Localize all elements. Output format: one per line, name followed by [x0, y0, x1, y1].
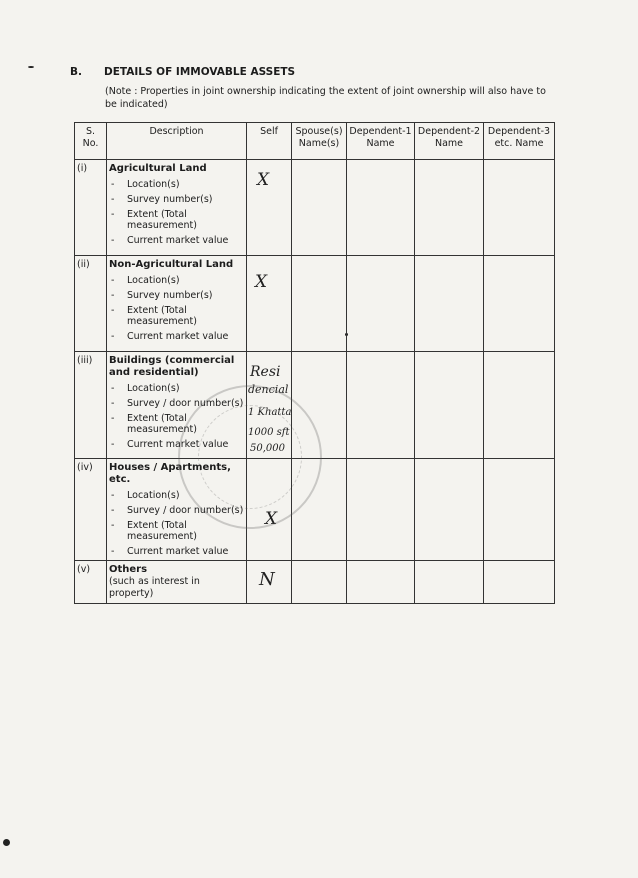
row-detail: (such as interest in property) [109, 576, 200, 599]
header-dependent-3: Dependent-3 etc. Name [484, 123, 555, 160]
list-item: - Survey / door number(s) [111, 505, 244, 516]
handwritten-entry: X [257, 170, 270, 190]
row-description [107, 459, 247, 561]
header-sno: S. No. [75, 123, 107, 160]
list-item: - Current market value [111, 439, 229, 450]
list-item: - Extent (Total measurement) [111, 209, 197, 231]
handwritten-entry: N [259, 569, 275, 590]
list-item: - Extent (Total measurement) [111, 520, 197, 542]
table-row [75, 160, 555, 256]
row-sno: (iii) [75, 352, 107, 459]
empty-cell [292, 352, 347, 459]
empty-cell [484, 459, 555, 561]
table-row [75, 256, 555, 352]
self-cell [247, 256, 292, 352]
handwritten-entry: Resi [250, 364, 281, 380]
empty-cell [415, 256, 484, 352]
row-category: Non-Agricultural Land [109, 259, 234, 270]
header-spouse: Spouse(s) Name(s) [292, 123, 347, 160]
empty-cell [415, 459, 484, 561]
row-sno: (i) [75, 160, 107, 256]
empty-cell [347, 256, 415, 352]
list-item: - Current market value [111, 331, 229, 342]
list-item: - Location(s) [111, 383, 180, 394]
empty-cell [484, 561, 555, 604]
handwritten-entry: 1 Khatta [248, 407, 292, 418]
empty-cell [484, 256, 555, 352]
empty-cell [484, 160, 555, 256]
list-item: - Location(s) [111, 490, 180, 501]
list-item: - Location(s) [111, 179, 180, 190]
table-row [75, 561, 555, 604]
self-cell [247, 352, 292, 459]
handwritten-entry: X [265, 509, 278, 529]
empty-cell [292, 256, 347, 352]
self-cell [247, 459, 292, 561]
row-description [107, 352, 247, 459]
header-self: Self [247, 123, 292, 160]
scan-speck [3, 839, 10, 846]
immovable-assets-table [74, 122, 555, 604]
row-description [107, 256, 247, 352]
row-category: Others [109, 564, 148, 575]
empty-cell [347, 459, 415, 561]
section-heading [70, 66, 295, 78]
empty-cell [292, 561, 347, 604]
empty-cell [347, 352, 415, 459]
header-dependent-2: Dependent-2 Name [415, 123, 484, 160]
row-description [107, 160, 247, 256]
row-sno: (iv) [75, 459, 107, 561]
handwritten-entry: X [255, 272, 268, 292]
self-cell [247, 160, 292, 256]
empty-cell [415, 160, 484, 256]
section-title: DETAILS OF IMMOVABLE ASSETS [104, 66, 296, 78]
table-row [75, 352, 555, 459]
self-cell [247, 561, 292, 604]
empty-cell [415, 561, 484, 604]
list-item: - Extent (Total measurement) [111, 305, 197, 327]
scan-speck [28, 66, 34, 68]
list-item: - Survey / door number(s) [111, 398, 244, 409]
section-label: B. [70, 66, 82, 78]
empty-cell [292, 160, 347, 256]
list-item: - Extent (Total measurement) [111, 413, 197, 435]
row-description [107, 561, 247, 604]
table-header-row [75, 123, 555, 160]
row-category: Houses / Apartments, etc. [109, 462, 231, 485]
list-item: - Survey number(s) [111, 290, 213, 301]
row-category: Agricultural Land [109, 163, 207, 174]
header-dependent-1: Dependent-1 Name [347, 123, 415, 160]
row-sno: (v) [75, 561, 107, 604]
handwritten-entry: 50,000 [250, 443, 285, 454]
section-note: (Note : Properties in joint ownership indicating the extent of joint ownership will also have to be indicated) [105, 86, 546, 110]
list-item: - Location(s) [111, 275, 180, 286]
table-row [75, 459, 555, 561]
header-description: Description [107, 123, 247, 160]
list-item: - Current market value [111, 546, 229, 557]
row-sno: (ii) [75, 256, 107, 352]
empty-cell [484, 352, 555, 459]
row-category: Buildings (commercial and residential) [109, 355, 235, 378]
empty-cell [415, 352, 484, 459]
list-item: - Current market value [111, 235, 229, 246]
handwritten-entry: 1000 sft [248, 427, 290, 438]
empty-cell [347, 160, 415, 256]
list-item: - Survey number(s) [111, 194, 213, 205]
handwritten-entry: dencial [248, 383, 289, 396]
empty-cell [292, 459, 347, 561]
empty-cell [347, 561, 415, 604]
